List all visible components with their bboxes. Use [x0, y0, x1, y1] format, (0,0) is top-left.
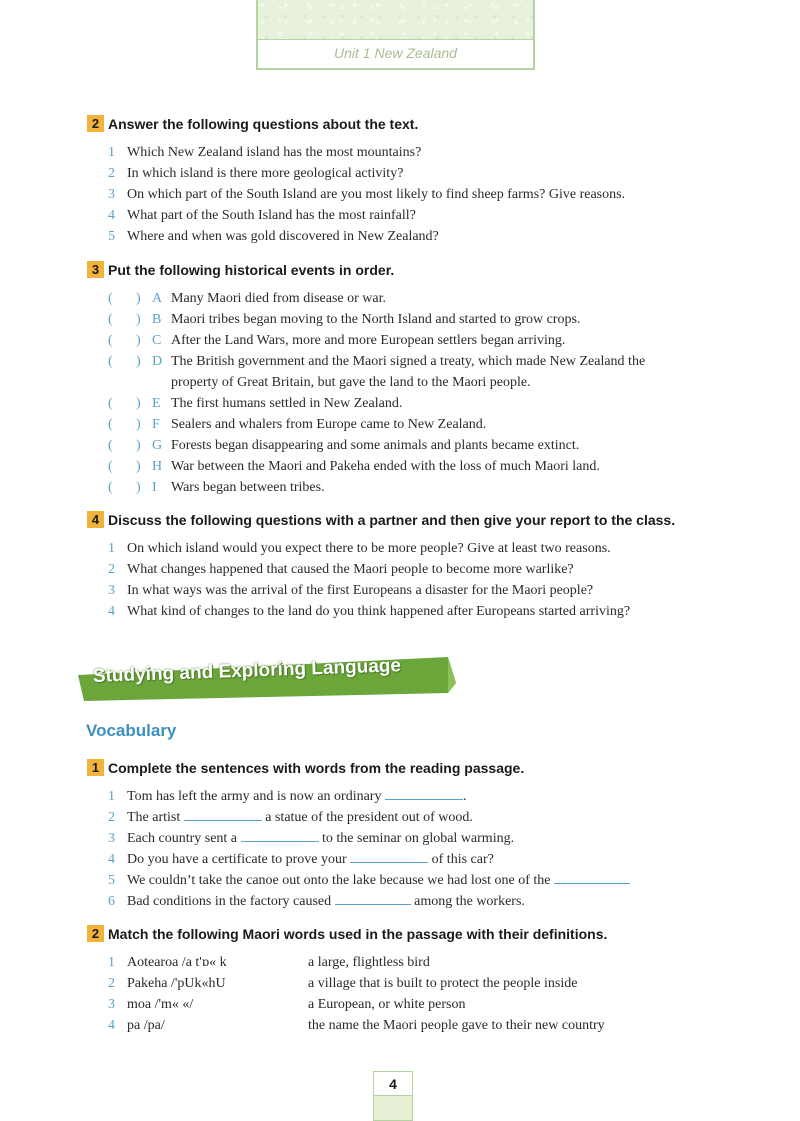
task-2-heading: [87, 115, 418, 132]
answer-blank[interactable]: [335, 894, 411, 905]
task-3-heading: [87, 261, 394, 278]
section-title: Studying and Exploring Language: [92, 655, 402, 687]
unit-title: Unit 1 New Zealand: [334, 45, 457, 61]
task-title: Discuss the following questions with a partner and then give your report to the class.: [108, 511, 676, 528]
vocab-task-2-heading: [87, 925, 607, 942]
task-title: Put the following historical events in order.: [108, 261, 395, 278]
vocab-task-1-heading: [87, 759, 524, 776]
task-number: 3: [87, 261, 104, 278]
task-number: 1: [87, 759, 104, 776]
section-banner: [76, 655, 458, 705]
answer-blank[interactable]: [241, 831, 319, 842]
page-number: 4: [374, 1072, 412, 1096]
answer-blank[interactable]: [385, 789, 463, 800]
unit-header: [256, 0, 535, 70]
task-title: Complete the sentences with words from the reading passage.: [108, 759, 525, 776]
page-number-box: [373, 1071, 413, 1121]
answer-blank[interactable]: [554, 873, 630, 884]
header-texture: [258, 0, 533, 40]
answer-blank[interactable]: [350, 852, 428, 863]
answer-blank[interactable]: [184, 810, 262, 821]
task-title: Match the following Maori words used in the passage with their definitions.: [108, 925, 608, 942]
task-number: 2: [87, 115, 104, 132]
vocabulary-heading: Vocabulary: [86, 721, 177, 740]
task-number: 2: [87, 925, 104, 942]
task-4-heading: [87, 511, 675, 528]
task-title: Answer the following questions about the text.: [108, 115, 419, 132]
task-number: 4: [87, 511, 104, 528]
